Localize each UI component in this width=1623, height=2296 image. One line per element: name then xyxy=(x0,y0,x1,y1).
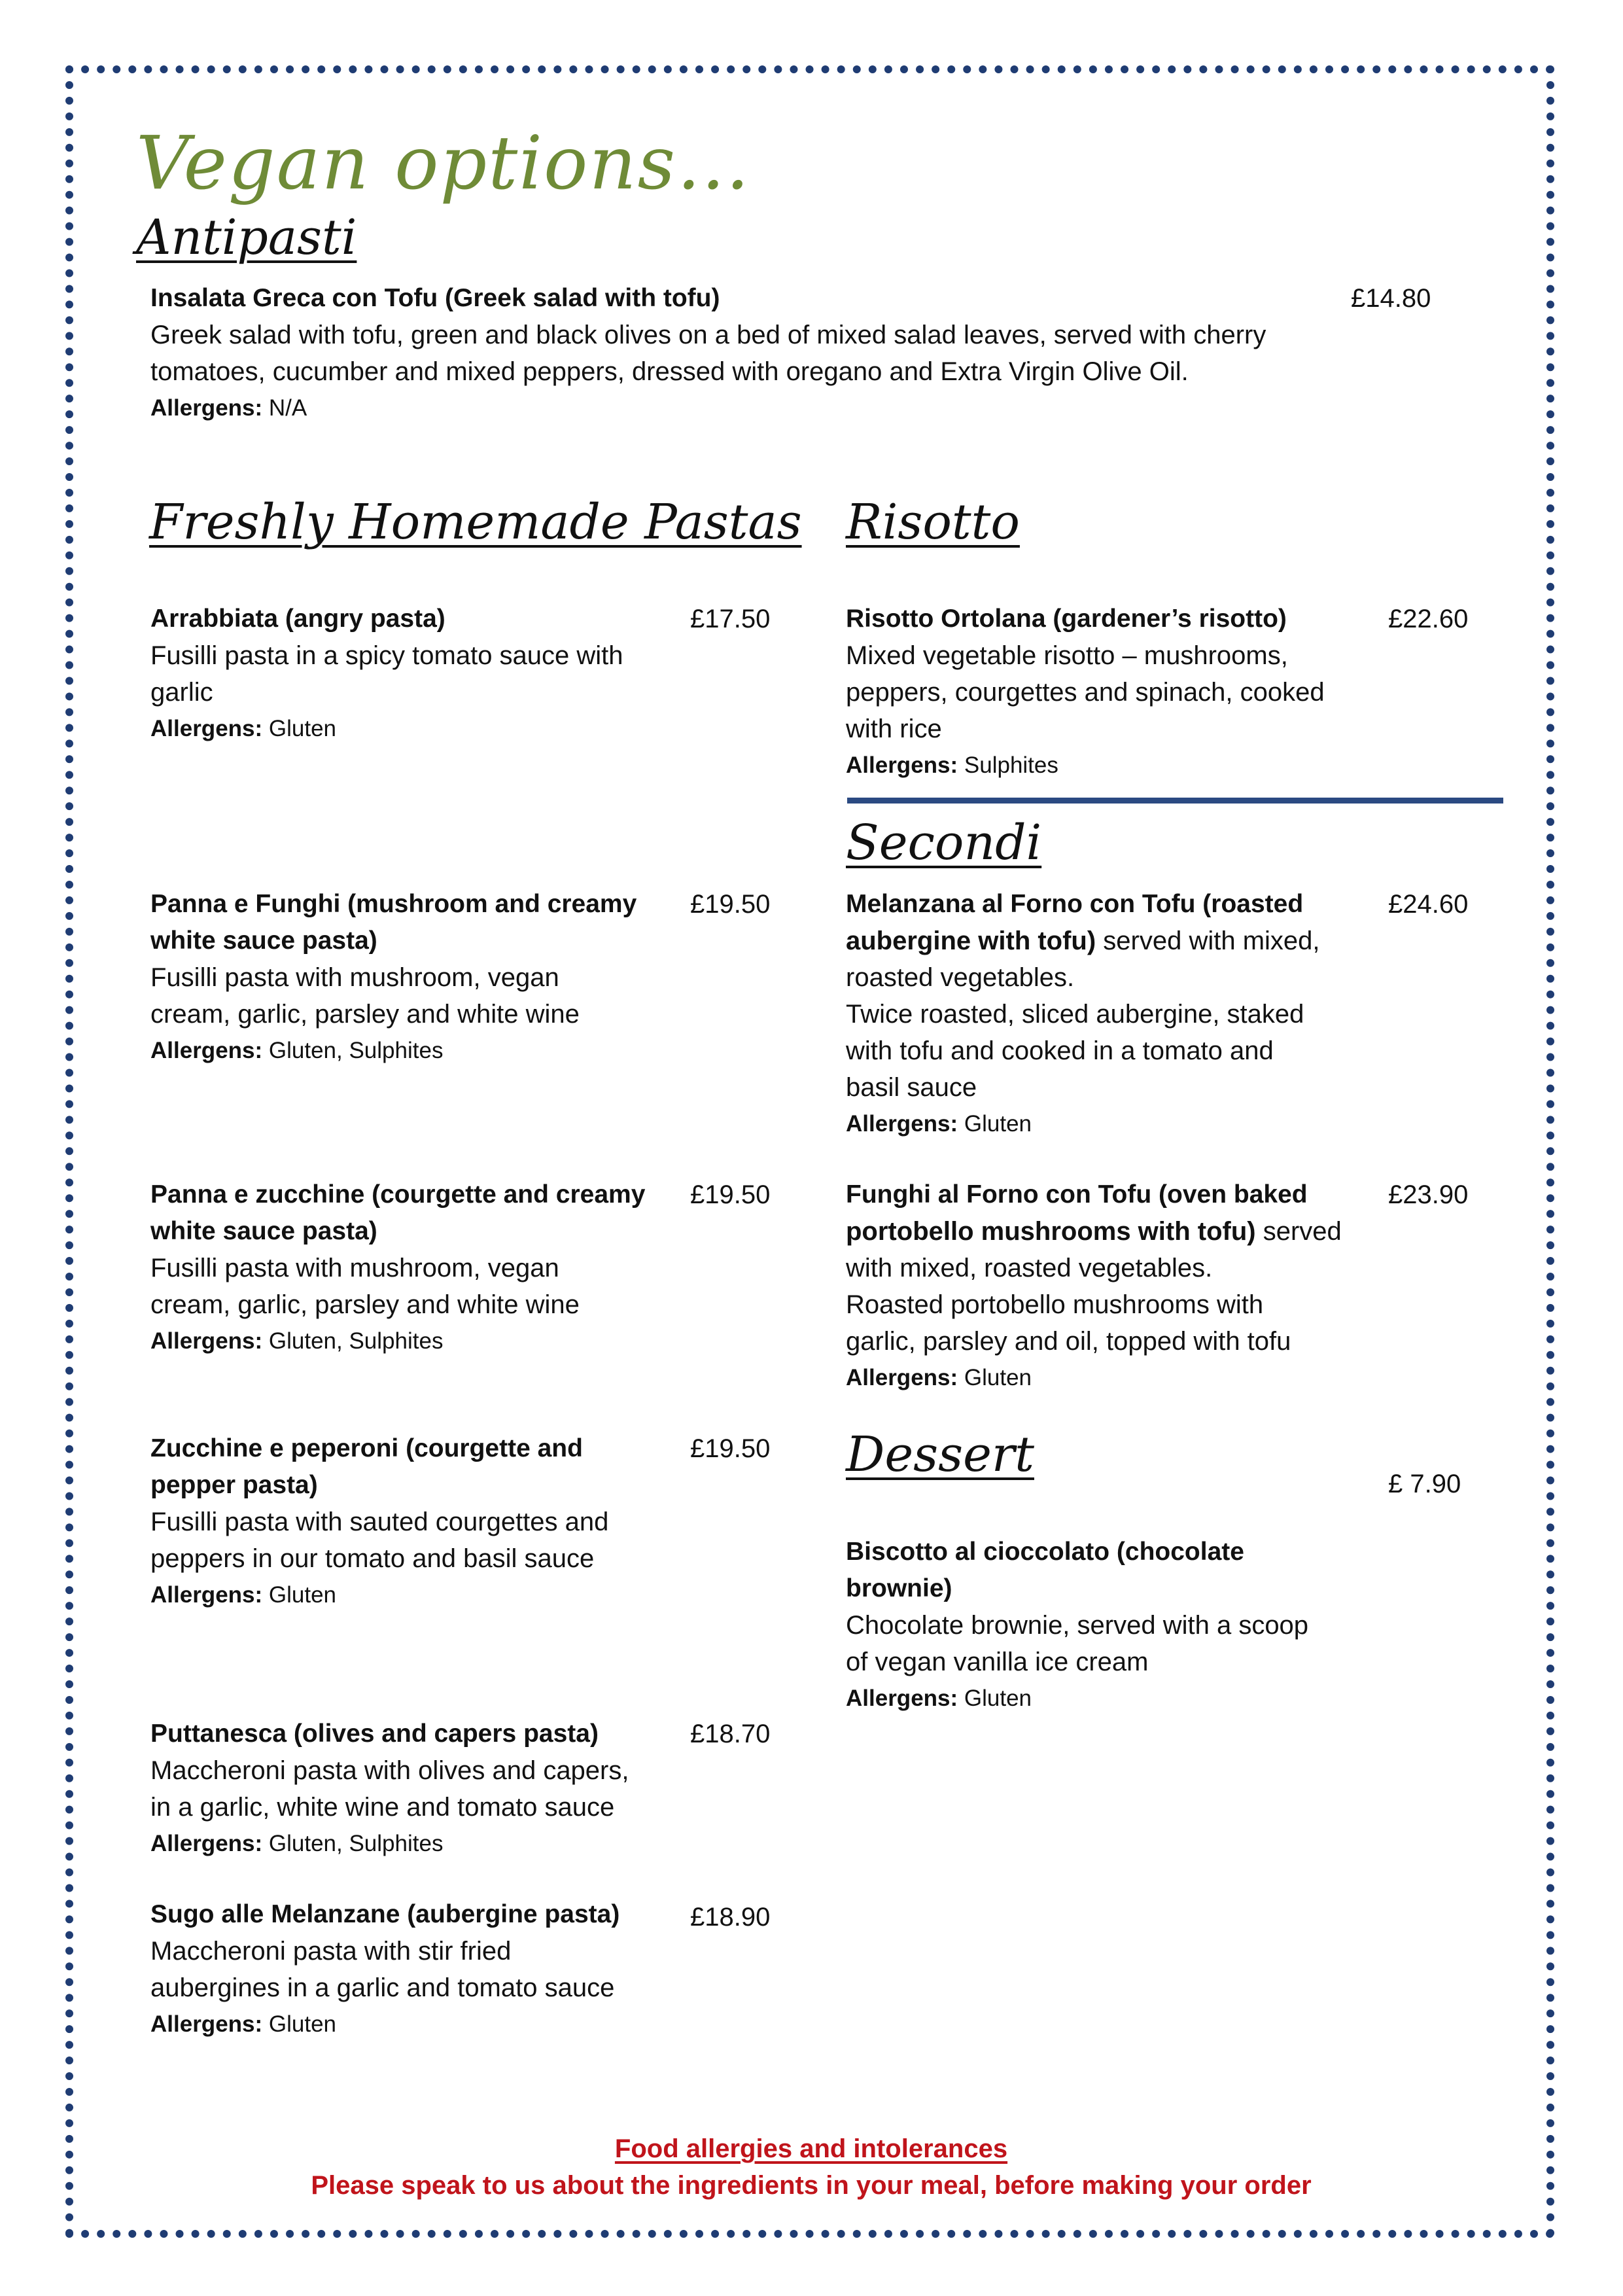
section-heading-secondi: Secondi xyxy=(846,815,1042,871)
antipasti-item-name: Insalata Greca con Tofu (Greek salad with tofu) xyxy=(150,284,720,312)
antipasti-item-price: £14.80 xyxy=(1351,284,1431,313)
secondi-item-desc-line: basil sauce xyxy=(846,1073,977,1102)
risotto-item-desc-line: with rice xyxy=(846,715,942,743)
secondi-item-price: £23.90 xyxy=(1388,1180,1469,1209)
pasta-item-desc-line: Fusilli pasta with mushroom, vegan xyxy=(150,1254,559,1282)
risotto-item-name: Risotto Ortolana (gardener’s risotto) xyxy=(846,605,1287,633)
pasta-item-name: white sauce pasta) xyxy=(150,1217,377,1245)
dessert-item-allergens: Allergens: Gluten xyxy=(846,1686,1032,1711)
footer-allergy-title: Food allergies and intolerances xyxy=(614,2134,1008,2163)
pasta-item-desc-line: aubergines in a garlic and tomato sauce xyxy=(150,1973,615,2002)
secondi-item-price: £24.60 xyxy=(1388,890,1469,919)
secondi-item-desc-line: with mixed, roasted vegetables. xyxy=(846,1254,1213,1282)
section-heading-pastas: Freshly Homemade Pastas xyxy=(149,494,802,550)
risotto-item-price: £22.60 xyxy=(1388,605,1469,633)
secondi-item-desc-line: garlic, parsley and oil, topped with tofu xyxy=(846,1327,1291,1356)
secondi-item-desc-line: with tofu and cooked in a tomato and xyxy=(846,1036,1274,1065)
pasta-item-name: white sauce pasta) xyxy=(150,927,377,955)
dessert-item-name: Biscotto al cioccolato (chocolate xyxy=(846,1538,1244,1566)
pasta-item-price: £17.50 xyxy=(690,605,771,633)
pasta-item-allergens: Allergens: Gluten xyxy=(150,1582,337,1608)
pasta-item-name: pepper pasta) xyxy=(150,1471,318,1499)
section-heading-risotto: Risotto xyxy=(846,494,1020,550)
pasta-item-price: £19.50 xyxy=(690,890,771,919)
secondi-item-name-line-2: aubergine with tofu) served with mixed, xyxy=(846,927,1320,955)
pasta-item-price: £18.70 xyxy=(690,1720,771,1748)
secondi-item-desc-line: Roasted portobello mushrooms with xyxy=(846,1290,1264,1319)
dessert-item-name: brownie) xyxy=(846,1574,952,1602)
pasta-item-name: Puttanesca (olives and capers pasta) xyxy=(150,1720,599,1748)
pasta-item-desc-line: cream, garlic, parsley and white wine xyxy=(150,1000,580,1029)
pasta-item-allergens: Allergens: Gluten xyxy=(150,716,337,741)
pasta-item-price: £19.50 xyxy=(690,1434,771,1463)
pasta-item-allergens: Allergens: Gluten xyxy=(150,2011,337,2037)
pasta-item-desc-line: cream, garlic, parsley and white wine xyxy=(150,1290,580,1319)
pasta-item-desc-line: Fusilli pasta in a spicy tomato sauce with xyxy=(150,641,623,670)
pasta-item-price: £18.90 xyxy=(690,1903,771,1932)
secondi-item-allergens: Allergens: Gluten xyxy=(846,1365,1032,1390)
pasta-item-allergens: Allergens: Gluten, Sulphites xyxy=(150,1038,444,1063)
pasta-item-desc-line: Fusilli pasta with mushroom, vegan xyxy=(150,963,559,992)
pasta-item-desc-line: Fusilli pasta with sauted courgettes and xyxy=(150,1508,609,1536)
antipasti-item-allergens: Allergens: N/A xyxy=(150,395,307,421)
section-divider-rule xyxy=(847,798,1503,804)
section-heading-dessert: Dessert xyxy=(846,1426,1034,1483)
antipasti-item-desc-line-2: tomatoes, cucumber and mixed peppers, dressed with oregano and Extra Virgin Olive Oil. xyxy=(150,357,1189,386)
secondi-item-name-line-2: portobello mushrooms with tofu) served xyxy=(846,1217,1342,1246)
secondi-item-allergens: Allergens: Gluten xyxy=(846,1111,1032,1137)
secondi-item-desc-line: roasted vegetables. xyxy=(846,963,1075,992)
pasta-item-desc-line: Maccheroni pasta with stir fried xyxy=(150,1937,512,1966)
pasta-item-desc-line: in a garlic, white wine and tomato sauce xyxy=(150,1793,615,1822)
pasta-item-name: Panna e Funghi (mushroom and creamy xyxy=(150,890,637,918)
secondi-item-name: Melanzana al Forno con Tofu (roasted xyxy=(846,890,1304,918)
antipasti-item-desc-line-1: Greek salad with tofu, green and black olives on a bed of mixed salad leaves, served with cherry xyxy=(150,321,1266,349)
pasta-item-allergens: Allergens: Gluten, Sulphites xyxy=(150,1831,444,1856)
dessert-item-desc-line: Chocolate brownie, served with a scoop xyxy=(846,1611,1309,1640)
secondi-item-name: Funghi al Forno con Tofu (oven baked xyxy=(846,1180,1308,1209)
pasta-item-desc-line: garlic xyxy=(150,678,213,707)
pasta-item-price: £19.50 xyxy=(690,1180,771,1209)
pasta-item-name: Zucchine e peperoni (courgette and xyxy=(150,1434,583,1462)
pasta-item-name: Arrabbiata (angry pasta) xyxy=(150,605,445,633)
pasta-item-desc-line: peppers in our tomato and basil sauce xyxy=(150,1544,595,1573)
secondi-item-desc-line: Twice roasted, sliced aubergine, staked xyxy=(846,1000,1304,1029)
pasta-item-name: Panna e zucchine (courgette and creamy xyxy=(150,1180,646,1209)
pasta-item-desc-line: Maccheroni pasta with olives and capers, xyxy=(150,1756,629,1785)
pasta-item-name: Sugo alle Melanzane (aubergine pasta) xyxy=(150,1900,620,1928)
risotto-item-allergens: Allergens: Sulphites xyxy=(846,752,1058,778)
dessert-item-desc-line: of vegan vanilla ice cream xyxy=(846,1648,1149,1676)
footer-allergy-notice: Please speak to us about the ingredients in your meal, before making your order xyxy=(311,2171,1312,2200)
risotto-item-desc-line: peppers, courgettes and spinach, cooked xyxy=(846,678,1325,707)
page-title: Vegan options… xyxy=(136,121,752,206)
dessert-item-price: £ 7.90 xyxy=(1388,1470,1461,1498)
pasta-item-allergens: Allergens: Gluten, Sulphites xyxy=(150,1328,444,1354)
risotto-item-desc-line: Mixed vegetable risotto – mushrooms, xyxy=(846,641,1288,670)
section-heading-antipasti: Antipasti xyxy=(136,209,357,266)
